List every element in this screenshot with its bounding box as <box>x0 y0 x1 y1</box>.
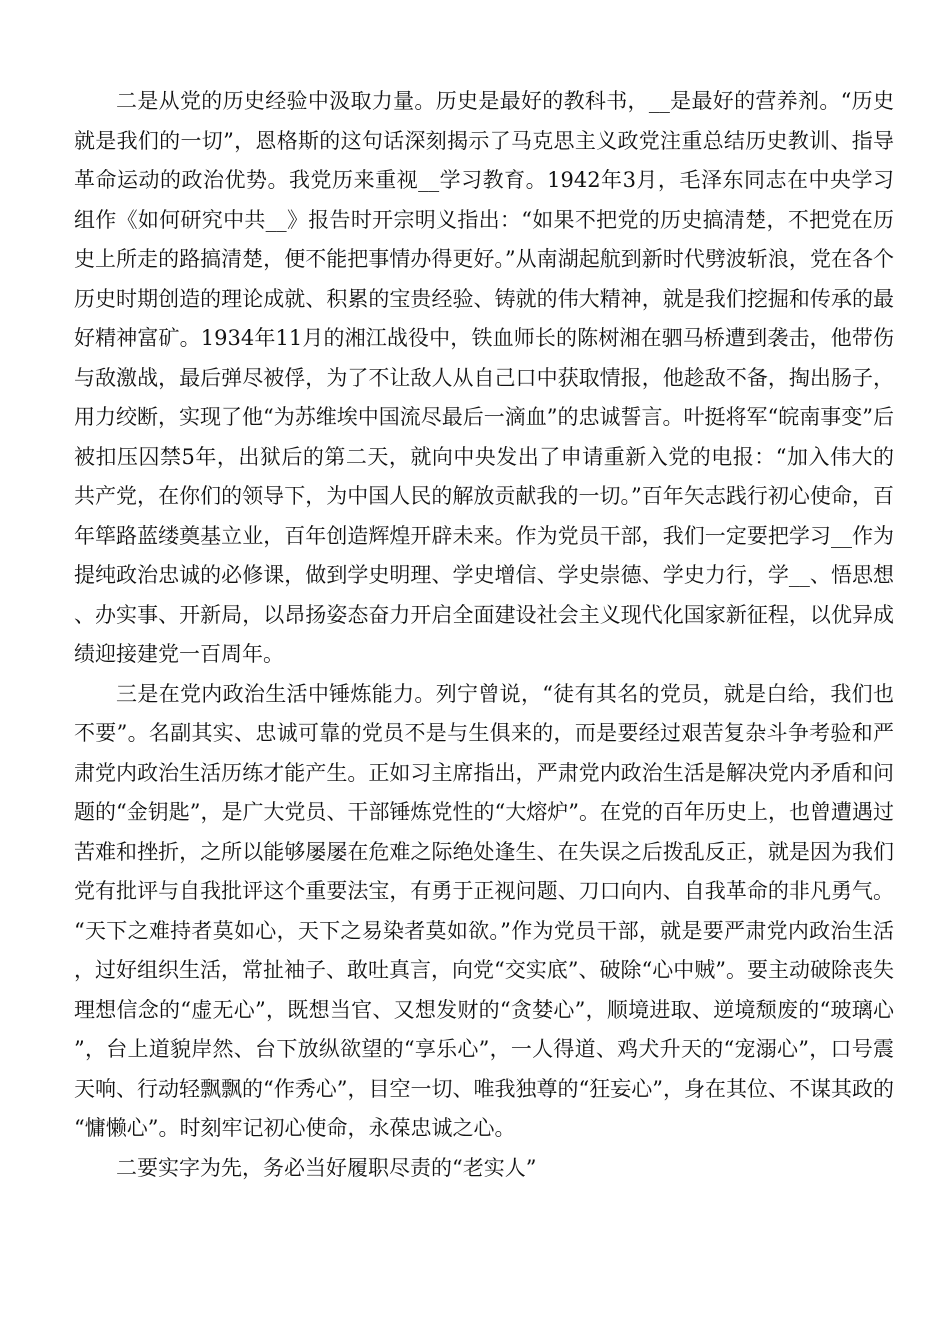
paragraph-party-political-life: 三是在党内政治生活中锤炼能力。列宁曾说，“徒有其名的党员，就是白给，我们也不要”。名副其实、忠诚可靠的党员不是与生俱来的，而是要经过艰苦复杂斗争考验和严肃党内政治生活历练才能产生。正如习主席指出，严肃党内政治生活是解决党内矛盾和问题的“金钥匙”，是广大党员、干部锤炼党性的“大熔炉”。在党的百年历史上，也曾遭遇过苦难和挫折，之所以能够屡屡在危难之际绝处逢生、在失误之后拨乱反正，就是因为我们党有批评与自我批评这个重要法宝，有勇于正视问题、刀口向内、自我革命的非凡勇气。“天下之难持者莫如心，天下之易染者莫如欲。”作为党员干部，就是要严肃党内政治生活，过好组织生活，常扯袖子、敢吐真言，向党“交实底”、破除“心中贼”。要主动破除丧失理想信念的“虚无心”，既想当官、又想发财的“贪婪心”，顺境进取、逆境颓废的“玻璃心”，台上道貌岸然、台下放纵欲望的“享乐心”，一人得道、鸡犬升天的“宠溺心”，口号震天响、行动轻飘飘的“作秀心”，目空一切、唯我独尊的“狂妄心”，身在其位、不谋其政的“慵懒心”。时刻牢记初心使命，永葆忠诚之心。 <box>74 681 894 1140</box>
document-body <box>74 82 894 1188</box>
section-heading: 二要实字为先，务必当好履职尽责的“老实人” <box>116 1155 537 1180</box>
paragraph-history-lessons: 二是从党的历史经验中汲取力量。历史是最好的教科书，__是最好的营养剂。“历史就是我们的一切”，恩格斯的这句话深刻揭示了马克思主义政党注重总结历史教训、指导革命运动的政治优势。我党历来重视__学习教育。1942年3月，毛泽东同志在中央学习组作《如何研究中共__》报告时开宗明义指出：“如果不把党的历史搞清楚，不把党在历史上所走的路搞清楚，便不能把事情办得更好。”从南湖起航到新时代劈波斩浪，党在各个历史时期创造的理论成就、积累的宝贵经验、铸就的伟大精神，就是我们挖掘和传承的最好精神富矿。1934年11月的湘江战役中，铁血师长的陈树湘在驷马桥遭到袭击，他带伤与敌激战，最后弹尽被俘，为了不让敌人从自己口中获取情报，他趁敌不备，掏出肠子，用力绞断，实现了他“为苏维埃中国流尽最后一滴血”的忠诚誓言。叶挺将军“皖南事变”后被扣压囚禁5年，出狱后的第二天，就向中央发出了申请重新入党的电报：“加入伟大的共产党，在你们的领导下，为中国人民的解放贡献我的一切。”百年矢志践行初心使命，百年筚路蓝缕奠基立业，百年创造辉煌开辟未来。作为党员干部，我们一定要把学习__作为提纯政治忠诚的必修课，做到学史明理、学史增信、学史崇德、学史力行，学__、悟思想、办实事、开新局，以昂扬姿态奋力开启全面建设社会主义现代化国家新征程，以优异成绩迎接建党一百周年。 <box>74 89 894 666</box>
